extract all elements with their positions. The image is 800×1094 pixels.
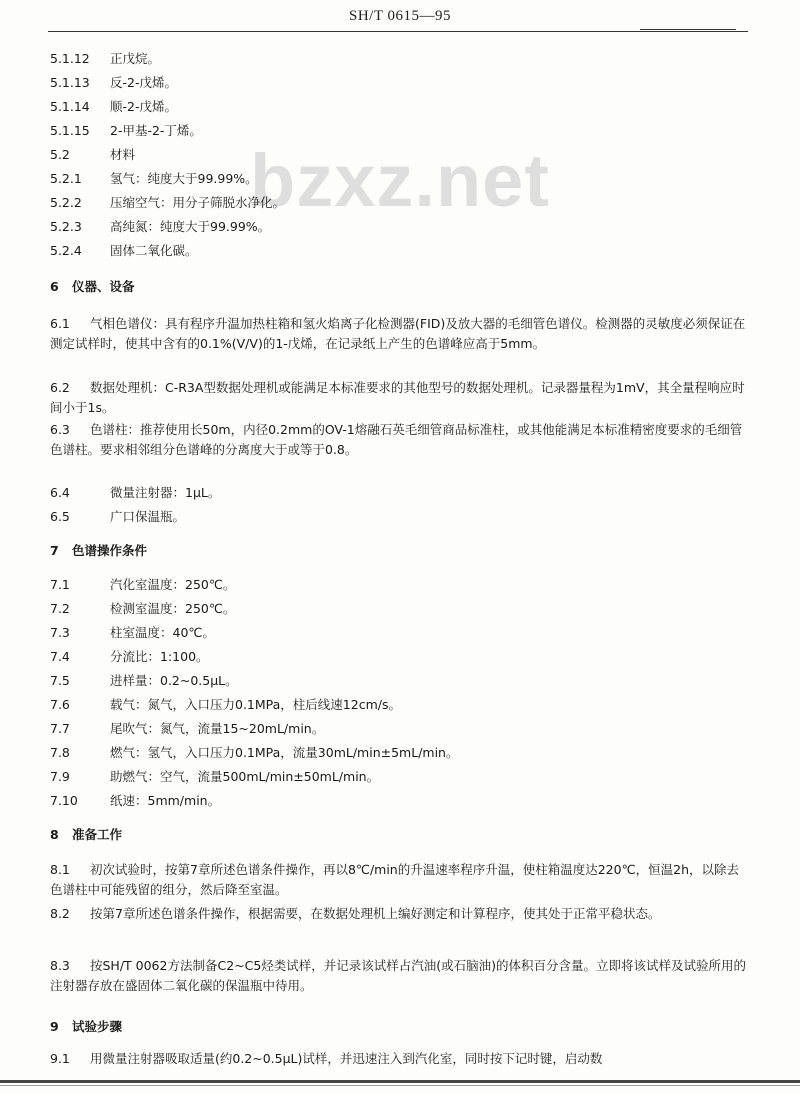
clause-5-1-13: 5.1.13 反-2-戊烯。 (50, 75, 177, 90)
section-8-heading: 8 准备工作 (50, 827, 123, 842)
footer-rule-thin (0, 1085, 800, 1086)
section-9-heading: 9 试验步骤 (50, 1019, 123, 1034)
clause-7-2: 7.2 检测室温度：250℃。 (50, 601, 236, 616)
clause-7-5: 7.5 进样量：0.2~0.5μL。 (50, 673, 238, 688)
watermark-text: bzxz.net (250, 139, 550, 222)
header-rule (48, 31, 748, 32)
clause-5-1-15: 5.1.15 2-甲基-2-丁烯。 (50, 123, 202, 138)
clause-7-3: 7.3 柱室温度：40℃。 (50, 625, 215, 640)
standard-code: SH/T 0615—95 (349, 8, 451, 24)
clause-8-1: 8.1 初次试验时，按第7章所述色谱条件操作，再以8℃/min的升温速率程序升温，使柱箱温度达220℃，恒温2h，以除去色谱柱中可能残留的组分，然后降至室温。 (50, 862, 740, 897)
clause-7-9: 7.9 助燃气：空气，流量500mL/min±50mL/min。 (50, 769, 380, 784)
clause-6-5: 6.5 广口保温瓶。 (50, 509, 186, 524)
clause-5-1-12: 5.1.12 正戊烷。 (50, 51, 161, 66)
header-rule-accent (640, 29, 736, 30)
clause-7-7: 7.7 尾吹气：氮气，流量15~20mL/min。 (50, 721, 325, 736)
section-7-heading: 7 色谱操作条件 (50, 543, 148, 558)
clause-5-2-2: 5.2.2 压缩空气：用分子筛脱水净化。 (50, 195, 286, 210)
clause-5-2-1: 5.2.1 氢气：纯度大于99.99%。 (50, 171, 258, 186)
clause-7-10: 7.10 纸速：5mm/min。 (50, 793, 221, 808)
clause-7-1: 7.1 汽化室温度：250℃。 (50, 577, 236, 592)
clause-5-2-3: 5.2.3 高纯氮：纯度大于99.99%。 (50, 219, 271, 234)
clause-6-3: 6.3 色谱柱：推荐使用长50m，内径0.2mm的OV-1熔融石英毛细管商品标准柱，或其他能满足本标准精密度要求的毛细管色谱柱。要求相邻组分色谱峰的分离度大于或等于0.8。 (50, 422, 743, 457)
clause-7-6: 7.6 载气：氮气，入口压力0.1MPa，柱后线速12cm/s。 (50, 697, 401, 712)
clause-5-1-14: 5.1.14 顺-2-戊烯。 (50, 99, 177, 114)
clause-5-2: 5.2 材料 (50, 147, 136, 162)
clause-7-8: 7.8 燃气：氢气，入口压力0.1MPa，流量30mL/min±5mL/min。 (50, 745, 459, 760)
footer-rule (0, 1080, 800, 1083)
clause-6-2: 6.2 数据处理机：C-R3A型数据处理机或能满足本标准要求的其他型号的数据处理机。记录器量程为1mV，其全量程响应时间小于1s。 (50, 380, 745, 415)
clause-6-1: 6.1 气相色谱仪：具有程序升温加热柱箱和氢火焰离子化检测器(FID)及放大器的毛细管色谱仪。检测器的灵敏度必须保证在测定试样时，使其中含有的0.1%(V/V)的1-戊烯，在记录纸上产生的色谱峰应高于5mm。 (50, 316, 746, 351)
page-header (0, 0, 800, 34)
clause-8-3: 8.3 按SH/T 0062方法制备C2~C5烃类试样，并记录该试样占汽油(或石脑油)的体积百分含量。立即将该试样及试验所用的注射器存放在盛固体二氧化碳的保温瓶中待用。 (50, 958, 747, 993)
clause-6-4: 6.4 微量注射器：1μL。 (50, 485, 221, 500)
clause-5-2-4: 5.2.4 固体二氧化碳。 (50, 243, 198, 258)
clause-9-1: 9.1 用微量注射器吸取适量(约0.2~0.5μL)试样，并迅速注入到汽化室，同时按下记时键，启动数 (50, 1051, 603, 1066)
clause-8-2: 8.2 按第7章所述色谱条件操作，根据需要，在数据处理机上编好测定和计算程序，使其处于正常平稳状态。 (50, 906, 661, 921)
clause-7-4: 7.4 分流比：1:100。 (50, 649, 209, 664)
section-6-heading: 6 仪器、设备 (50, 279, 135, 294)
